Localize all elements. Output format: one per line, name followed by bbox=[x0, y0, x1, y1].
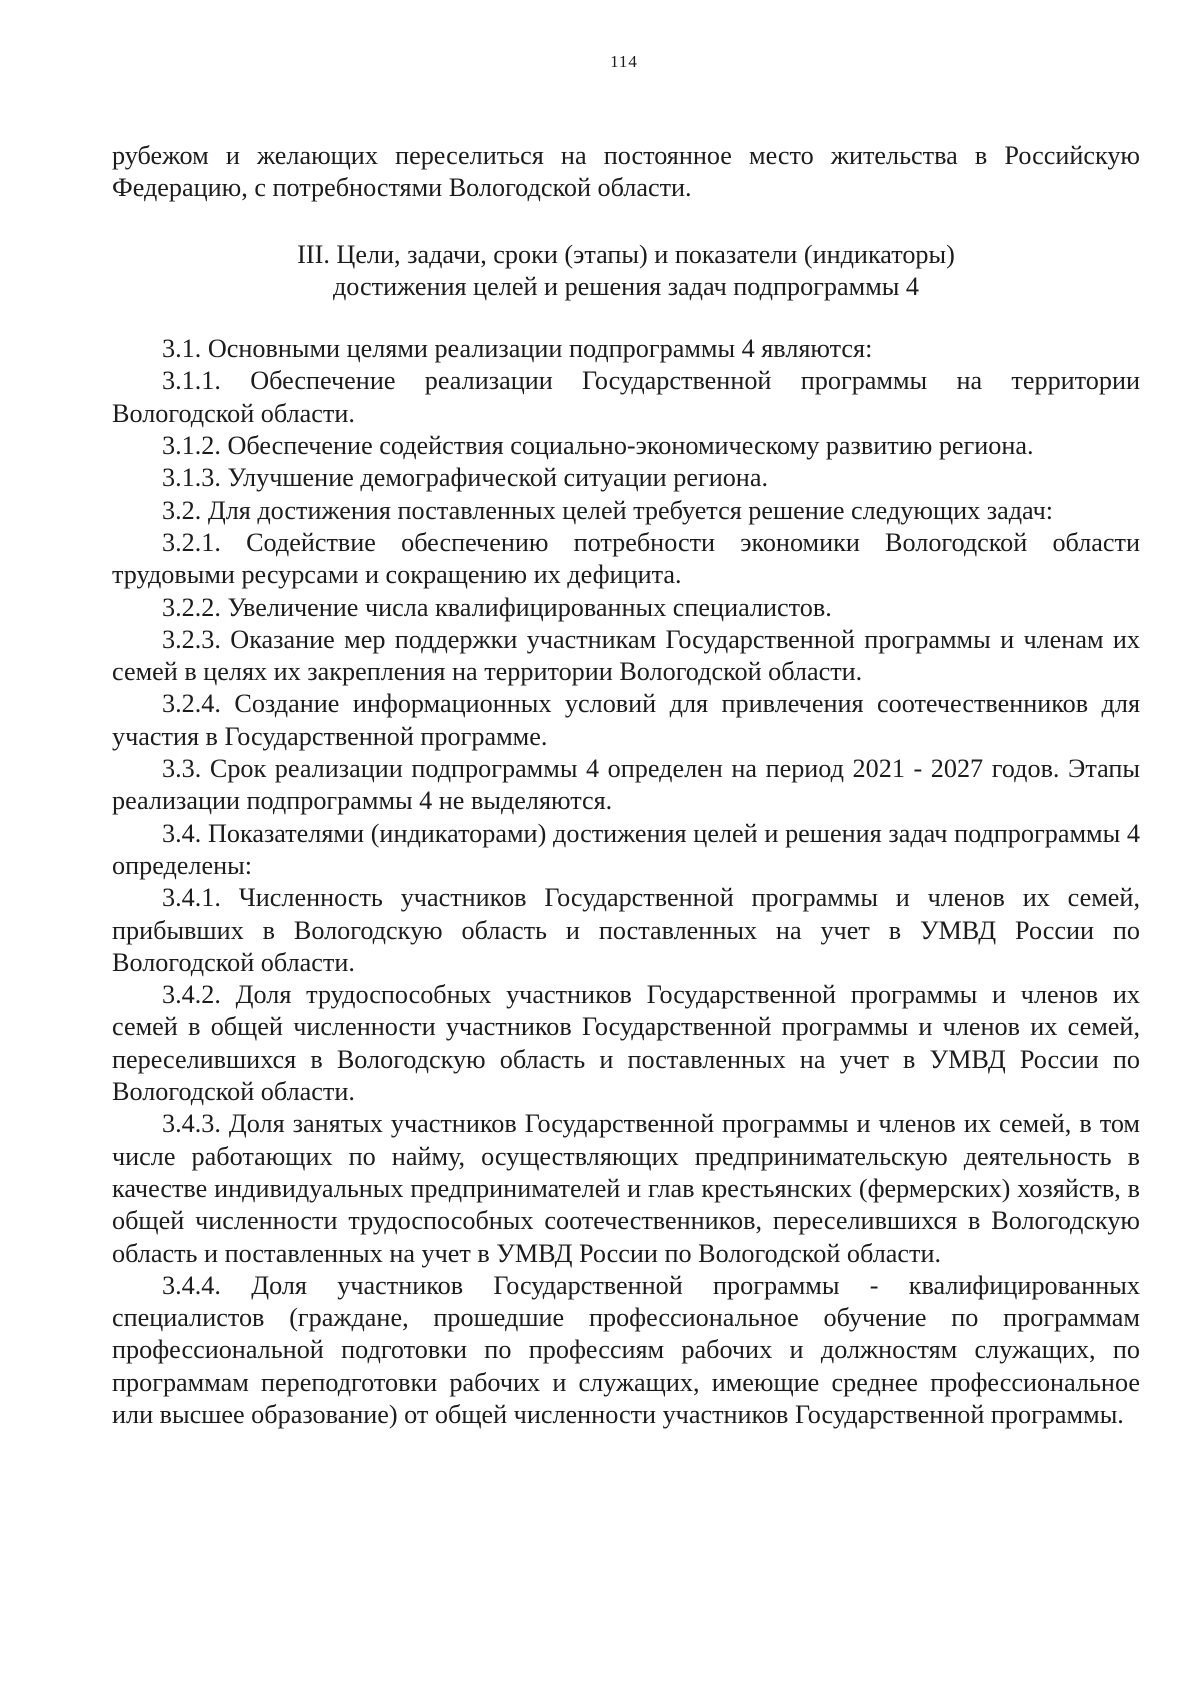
paragraph-3-1: 3.1. Основными целями реализации подпрограммы 4 являются: bbox=[162, 334, 873, 364]
paragraph-3-2-1: 3.2.1. Содействие обеспечению потребности экономики Вологодской области трудовыми ресурсами и сокращению их дефицита. bbox=[112, 527, 1140, 590]
paragraph-3-2-2: 3.2.2. Увеличение числа квалифицированных специалистов. bbox=[162, 592, 832, 622]
paragraph-3-1-1: 3.1.1. Обеспечение реализации Государственной программы на территории Вологодской области. bbox=[112, 366, 1140, 428]
paragraph-3-3: 3.3. Срок реализации подпрограммы 4 определен на период 2021 - 2027 годов. Этапы реализации подпрограммы 4 не выделяются. bbox=[112, 754, 1140, 816]
paragraph-3-1-2: 3.1.2. Обеспечение содействия социально-экономическому развитию региона. bbox=[162, 431, 1034, 461]
section-heading-line-1: III. Цели, задачи, сроки (этапы) и показатели (индикаторы) bbox=[297, 239, 955, 269]
intro-paragraph: рубежом и желающих переселиться на постоянное место жительства в Российскую Федерацию, с потребностями Вологодской области. bbox=[112, 141, 1140, 203]
page-number: 114 bbox=[610, 52, 638, 71]
paragraph-3-4: 3.4. Показателями (индикаторами) достижения целей и решения задач подпрограммы 4 определены: bbox=[112, 818, 1140, 880]
paragraph-3-2-3: 3.2.3. Оказание мер поддержки участникам Государственной программы и членам их семей в целях их закрепления на территории Вологодской области. bbox=[112, 624, 1140, 687]
section-heading bbox=[112, 239, 1140, 304]
paragraph-3-2-4: 3.2.4. Создание информационных условий для привлечения соотечественников для участия в Государственной программе. bbox=[112, 689, 1140, 751]
paragraph-3-2: 3.2. Для достижения поставленных целей требуется решение следующих задач: bbox=[162, 495, 1054, 525]
paragraph-3-4-3: 3.4.3. Доля занятых участников Государственной программы и членов их семей, в том числе работающих по найму, осуществляющих предпринимательскую деятельность в качестве индивидуальных предпринимателей и глав крестьянских (фермерских) хозяйств, в общей численности трудоспособных соотечественников, переселившихся в Вологодскую область и поставленных на учет в УМВД России по Вологодской области. bbox=[112, 1109, 1140, 1268]
paragraph-3-1-3: 3.1.3. Улучшение демографической ситуации региона. bbox=[162, 463, 768, 493]
section-heading-line-2: достижения целей и решения задач подпрограммы 4 bbox=[332, 271, 920, 301]
paragraph-3-4-2: 3.4.2. Доля трудоспособных участников Государственной программы и членов их семей в общей численности участников Государственной программы и членов их семей, переселившихся в Вологодскую область и поставленных на учет в УМВД России по Вологодской области. bbox=[112, 980, 1140, 1107]
paragraph-3-4-4: 3.4.4. Доля участников Государственной программы - квалифицированных специалистов (граждане, прошедшие профессиональное обучение по программам профессиональной подготовки по профессиям рабочих и должностям служащих, по программам переподготовки рабочих и служащих, имеющие среднее профессиональное или высшее образование) от общей численности участников Государственной программы. bbox=[112, 1270, 1140, 1429]
document-body bbox=[112, 140, 1140, 1431]
paragraph-3-4-1: 3.4.1. Численность участников Государственной программы и членов их семей, прибывших в Вологодскую область и поставленных на учет в УМВД России по Вологодской области. bbox=[112, 883, 1140, 977]
